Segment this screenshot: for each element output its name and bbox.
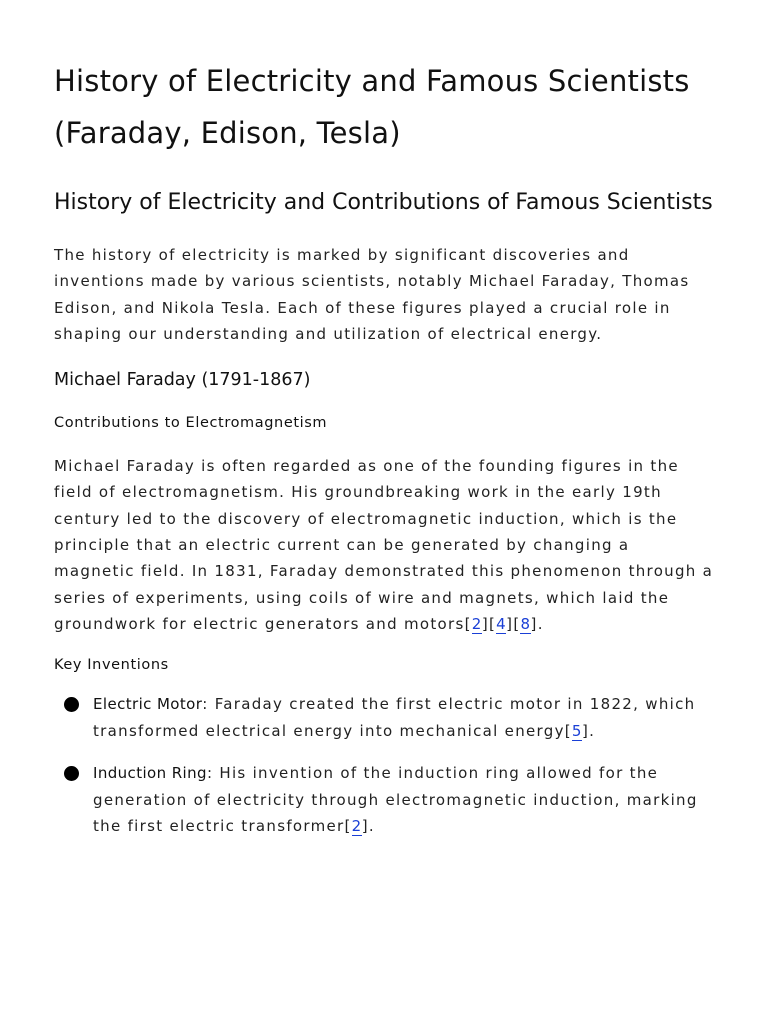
section-heading: History of Electricity and Contributions of Famous Scientists [54, 190, 713, 215]
inventions-list [54, 691, 714, 840]
citation-link[interactable]: 4 [496, 614, 507, 633]
citation-link[interactable]: 2 [351, 817, 362, 836]
list-item: Electric Motor: Faraday created the first electric motor in 1822, which transformed electrical energy into mechanical energy[5]. [54, 691, 714, 744]
list-item: Induction Ring: His invention of the induction ring allowed for the generation of electricity through electromagnetic induction, marking the first electric transformer[2]. [54, 760, 714, 840]
invention-text: : Faraday created the first electric motor in 1822, which transformed electrical energy into mechanical energy [93, 695, 696, 740]
page-title: History of Electricity and Famous Scientists (Faraday, Edison, Tesla) [54, 64, 690, 150]
citation-link[interactable]: 5 [571, 721, 582, 740]
contributions-heading: Contributions to Electromagnetism [54, 415, 328, 432]
contributions-paragraph: Michael Faraday is often regarded as one of the founding figures in the field of electromagnetism. His groundbreaking work in the early 19th century led to the discovery of electromagnetic induction, which is the principle that an electric current can be generated by changing a magnetic field. In 1831, Faraday demonstrated this phenomenon through a series of experiments, using coils of wire and magnets, which laid the groundwork for electric generators and motors[2][4][8]. [54, 457, 714, 633]
contributions-text: Michael Faraday is often regarded as one of the founding figures in the field of electromagnetism. His groundbreaking work in the early 19th century led to the discovery of electromagnetic induction, which is the principle that an electric current can be generated by changing a magnetic field. In 1831, Faraday demonstrated this phenomenon through a series of experiments, using coils of wire and magnets, which laid the groundwork for electric generators and motors [54, 457, 714, 633]
sentence-end: . [589, 721, 596, 740]
invention-term: Induction Ring [93, 764, 207, 783]
invention-text: : His invention of the induction ring allowed for the generation of electricity through electromagnetic induction, marking the first electric transformer [93, 764, 698, 836]
bullet-icon [64, 766, 79, 781]
sentence-end: . [368, 817, 375, 836]
article [54, 55, 714, 856]
intro-paragraph: The history of electricity is marked by significant discoveries and inventions made by various scientists, notably Michael Faraday, Thomas Edison, and Nikola Tesla. Each of these figures played a crucial role in shaping our understanding and utilization of electrical energy. [54, 246, 690, 343]
citation-link[interactable]: 2 [471, 614, 482, 633]
bullet-icon [64, 697, 79, 712]
key-inventions-heading: Key Inventions [54, 657, 169, 674]
citation-link[interactable]: 8 [520, 614, 531, 633]
faraday-heading: Michael Faraday (1791-1867) [54, 370, 311, 391]
sentence-end: . [537, 614, 544, 633]
invention-term: Electric Motor [93, 695, 203, 714]
